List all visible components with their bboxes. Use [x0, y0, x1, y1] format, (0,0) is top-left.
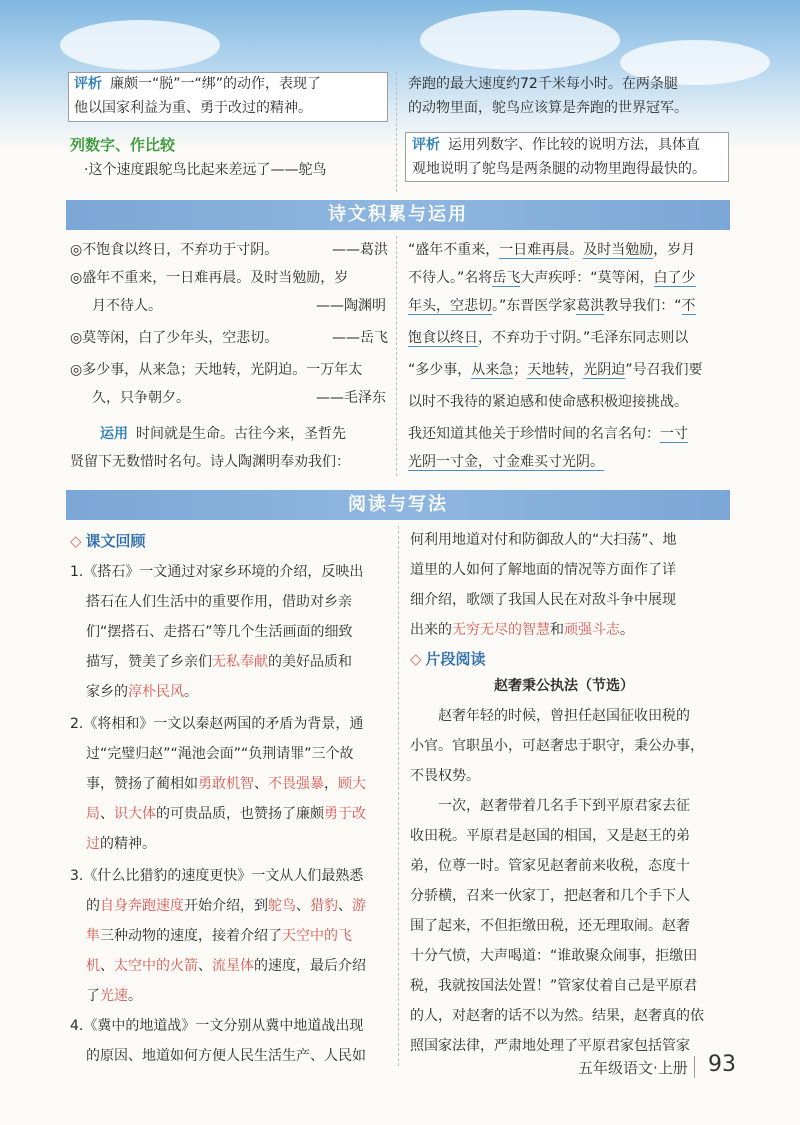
highlight-text: 无穷无尽的智慧 [452, 622, 550, 638]
text: ， [569, 362, 584, 378]
right-text-line-2: 的动物里面，鸵鸟应该算是奔跑的世界冠军。 [408, 100, 688, 116]
footer-divider [694, 1056, 695, 1078]
item-1-line-1: 1.《搭石》一文通过对家乡环境的介绍，反映出 [70, 564, 364, 580]
fragment-heading [410, 648, 486, 669]
item-4-line-1: 4.《冀中的地道战》一文分别从冀中地道战出现 [70, 1018, 364, 1034]
text: 。 [128, 988, 142, 1004]
right-use-line-2 [408, 268, 696, 288]
text: 、 [296, 898, 310, 914]
analysis-right-line-1 [412, 135, 700, 155]
text: 。”东晋医学家 [492, 298, 577, 314]
column-divider [398, 526, 399, 1066]
column-divider [396, 236, 397, 476]
underlined-text: 一寸 [660, 426, 688, 442]
text: 的 [86, 898, 100, 914]
underlined-text: 天地转 [527, 362, 570, 378]
quote-4-line-2: 久，只争朝夕。 [92, 390, 190, 406]
diamond-icon: ◇ [410, 650, 422, 668]
right-use-line-8 [408, 452, 604, 472]
quote-3-author: ——岳飞 [332, 330, 388, 346]
quote-2-author: ——陶渊明 [316, 298, 386, 314]
right-use-line-4 [408, 328, 688, 348]
review-heading [70, 530, 146, 551]
analysis-left-line-2: 他以国家利益为重、勇于改过的精神。 [74, 100, 312, 116]
passage-p2-line-8: 的人，对赵奢的话不以为然。结果，赵奢真的依 [410, 1008, 704, 1024]
text: 了 [86, 988, 100, 1004]
passage-p2-line-5: 围了起来，不但拒缴田税，还无理取闹。赵奢 [410, 918, 690, 934]
underlined-text: 饱食以终日 [408, 330, 478, 346]
text: 的速度，最后介绍 [254, 958, 366, 974]
highlight-text: 隼 [86, 928, 100, 944]
text: 开始介绍，到 [184, 898, 268, 914]
analysis-label: 评析 [74, 76, 102, 92]
underlined-text: 光阴迫 [583, 362, 626, 378]
passage-p2-line-6: 十分气愤，大声喝道：“谁敢聚众闹事，拒缴田 [410, 948, 698, 964]
passage-p1-line-1: 赵奢年轻的时候，曾担任赵国征收田税的 [438, 708, 690, 724]
book-title-footer: 五年级语文·上册 [578, 1059, 688, 1077]
highlight-text: 自身奔跑速度 [100, 898, 184, 914]
item-3-line-3 [86, 926, 352, 946]
underlined-text: 及时当勉励 [583, 242, 654, 258]
item-4-cont-line-1: 何利用地道对付和防御敌人的“大扫荡”、地 [410, 532, 677, 548]
item-4-line-2: 的原因、地道如何方便人民生活生产、人民如 [86, 1048, 366, 1064]
item-2-line-1: 2.《将相和》一文以秦赵两国的矛盾为背景，通 [70, 716, 364, 732]
text: ， [324, 776, 338, 792]
text: 和 [550, 622, 564, 638]
text: 我还知道其他关于珍惜时间的名言名句： [408, 426, 660, 442]
analysis-right-line-2: 观地说明了鸵鸟是两条腿的动物里跑得最快的。 [412, 161, 706, 177]
underlined-text: 不 [681, 298, 696, 314]
analysis-label: 评析 [412, 137, 440, 153]
text: 三种动物的速度，接着介绍了 [100, 928, 282, 944]
text: 教导我们：“ [604, 298, 682, 314]
item-1-line-2: 搭石在人们生活中的重要作用，借助对乡亲 [86, 594, 352, 610]
highlight-text: 机 [86, 958, 100, 974]
passage-p2-line-9: 照国家法律，严肃地处理了平原君家包括管家 [410, 1038, 690, 1054]
underlined-text: 岳飞 [492, 270, 521, 286]
quote-3: ◎莫等闲，白了少年头，空悲切。 [70, 330, 279, 346]
item-2-line-4 [86, 804, 366, 824]
text: ，岁月 [653, 242, 696, 258]
text: 的可贵品质，也赞扬了廉颇 [156, 806, 324, 822]
left-subheading: 列数字、作比较 [70, 136, 176, 154]
text: 大声疾呼：“莫等闲， [520, 270, 654, 286]
text: ”号召我们要 [625, 362, 703, 378]
quote-4-author: ——毛泽东 [316, 390, 386, 406]
highlight-text: 鸵鸟 [268, 898, 296, 914]
text: 。 [620, 622, 634, 638]
quote-4-line-1: ◎多少事，从来急；天地转，光阴迫。一万年太 [70, 362, 363, 378]
left-bullet-line: ·这个速度跟鸵鸟比起来差远了——鸵鸟 [84, 162, 327, 178]
item-3-line-5 [86, 986, 142, 1006]
right-text-line-1: 奔跑的最大速度约72千米每小时。在两条腿 [408, 76, 678, 92]
heading-text: 片段阅读 [425, 650, 486, 668]
highlight-text: 识大体 [114, 806, 156, 822]
highlight-text: 顽强斗志 [564, 622, 620, 638]
highlight-text: 过 [86, 836, 100, 852]
underlined-text: 从来急 [471, 362, 514, 378]
item-2-line-3 [86, 774, 366, 794]
highlight-text: 勇敢机智 [198, 776, 254, 792]
text: 、 [338, 898, 352, 914]
text: 、 [100, 958, 114, 974]
section-header-reading: 阅读与写法 [66, 490, 730, 520]
passage-p2-line-1: 一次，赵奢带着几名手下到平原君家去征 [438, 798, 690, 814]
text: 的精神。 [100, 836, 156, 852]
underlined-text: 光阴一寸金，寸金难买寸光阴。 [408, 454, 604, 470]
passage-title: 赵奢秉公执法（节选） [494, 678, 634, 694]
highlight-text: 游 [352, 898, 366, 914]
item-4-cont-line-3: 细介绍，歌颂了我国人民在对敌斗争中展现 [410, 592, 676, 608]
item-2-line-2: 过“完璧归赵”“渑池会面”“负荆请罪”三个故 [86, 746, 354, 762]
underlined-text: 年头，空悲切 [408, 298, 492, 314]
right-use-line-5 [408, 360, 703, 380]
page-number: 93 [708, 1052, 736, 1077]
passage-p2-line-7: 税，我就按国法处置！”管家仗着自己是平原君 [410, 978, 698, 994]
quote-2-line-1: ◎盛年不重来，一日难再晨。及时当勉励，岁 [70, 270, 349, 286]
underlined-text: 一日难再晨 [499, 242, 570, 258]
highlight-text: 淳朴民风 [128, 684, 184, 700]
passage-p2-line-4: 分骄横，召来一伙家丁，把赵奢和几个手下人 [410, 888, 690, 904]
text: 事，赞扬了蔺相如 [86, 776, 198, 792]
quote-2-line-2: 月不待人。 [92, 298, 162, 314]
highlight-text: 无私奉献 [212, 654, 268, 670]
text: 、 [100, 806, 114, 822]
text: 的美好品质和 [268, 654, 352, 670]
quote-1-author: ——葛洪 [332, 242, 388, 258]
text: 不待人。”名将 [408, 270, 493, 286]
underlined-text: 葛洪 [576, 298, 605, 314]
highlight-text: 太空中的火箭 [114, 958, 198, 974]
highlight-text: 顾大 [338, 776, 366, 792]
text: 家乡的 [86, 684, 128, 700]
right-use-line-3 [408, 296, 696, 316]
text: ，不弃功于寸阴。”毛泽东同志则以 [478, 330, 689, 346]
passage-p2-line-2: 收田税。平原君是赵国的相国，又是赵王的弟 [410, 828, 690, 844]
text: ； [513, 362, 528, 378]
heading-text: 课文回顾 [85, 532, 146, 550]
item-1-line-5 [86, 682, 198, 702]
analysis-text: 运用列数字、作比较的说明方法，具体直 [448, 137, 700, 153]
text: 。 [184, 684, 198, 700]
highlight-text: 天空中的飞 [282, 928, 352, 944]
use-label: 运用 [100, 426, 128, 442]
right-use-line-1 [408, 240, 695, 260]
highlight-text: 不畏强暴 [268, 776, 324, 792]
right-use-line-7 [408, 424, 688, 444]
highlight-text: 流星体 [212, 958, 254, 974]
text: 。 [569, 242, 584, 258]
item-1-line-4 [86, 652, 352, 672]
passage-p1-line-2: 小官。官职虽小，可赵奢忠于职守，秉公办事， [410, 738, 704, 754]
passage-p1-line-3: 不畏权势。 [410, 768, 480, 784]
item-1-line-3: 们“摆搭石、走搭石”等几个生活画面的细致 [86, 624, 353, 640]
highlight-text: 勇于改 [324, 806, 366, 822]
highlight-text: 猎豹 [310, 898, 338, 914]
item-4-cont-line-4 [410, 620, 634, 640]
column-divider [396, 72, 397, 192]
underlined-text: 白了少 [653, 270, 696, 286]
highlight-text: 光速 [100, 988, 128, 1004]
text: 出来的 [410, 622, 452, 638]
use-line-1 [100, 424, 346, 444]
use-text: 时间就是生命。古往今来，圣哲先 [136, 426, 346, 442]
analysis-text: 廉颇一“脱”一“绑”的动作，表现了 [110, 76, 322, 92]
item-4-cont-line-2: 道里的人如何了解地面的情况等方面作了详 [410, 562, 676, 578]
diamond-icon: ◇ [70, 532, 82, 550]
text: “盛年不重来， [408, 242, 500, 258]
right-use-line-6: 以时不我待的紧迫感和使命感积极迎接挑战。 [408, 394, 688, 410]
item-3-line-2 [86, 896, 366, 916]
text: “多少事， [408, 362, 472, 378]
item-3-line-4 [86, 956, 366, 976]
item-3-line-1: 3.《什么比猎豹的速度更快》一文从人们最熟悉 [70, 868, 364, 884]
text: 描写，赞美了乡亲们 [86, 654, 212, 670]
section-header-poetry: 诗文积累与运用 [66, 200, 730, 230]
item-2-line-5 [86, 834, 156, 854]
passage-p2-line-3: 弟，位尊一时。管家见赵奢前来收税，态度十 [410, 858, 690, 874]
quote-1: ◎不饱食以终日，不弃功于寸阴。 [70, 242, 279, 258]
highlight-text: 局 [86, 806, 100, 822]
use-line-2: 贤留下无数惜时名句。诗人陶渊明奉劝我们： [70, 454, 350, 470]
text: 、 [198, 958, 212, 974]
analysis-left-line-1 [74, 74, 321, 94]
text: 、 [254, 776, 268, 792]
